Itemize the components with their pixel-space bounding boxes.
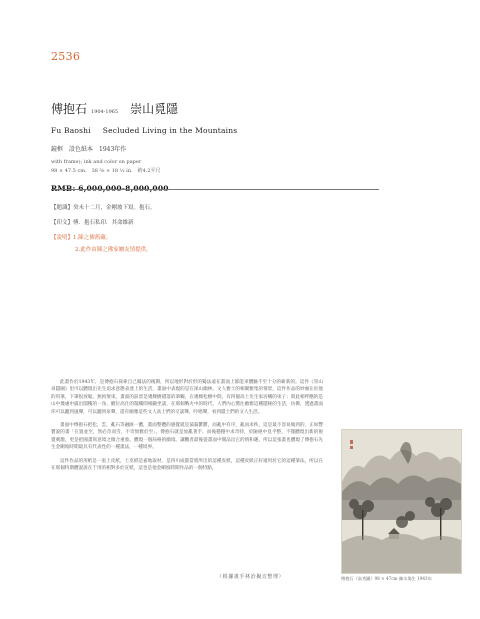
title-en: [51, 126, 381, 135]
landscape-painting-image: [342, 430, 461, 573]
essay-paragraph: 這件作品的用紙是一張土皮紙，土皮紙是嘉地取材，是四川成都當賣所出的這種皮紙，這種皮紙正好適用於它的這種筆法，所以在在那個特期體說說在于用的相對多於宣紙，這也是他金剛坡時期作品的一個特點。: [51, 458, 323, 472]
seals-note: 【印文】傅．抱石私印．其命維新: [51, 220, 134, 226]
lot-number: 2536: [51, 50, 81, 63]
estimate: RMB: 6,000,000-8,000,000: [51, 184, 169, 193]
essay-paragraph: 畫面中傅抱石把松，雲，亂石等融匯一體，畫面整體的感覺就是蓊蓊鬱鬱，而亂中有序，亂而求秩，這是最不容易做到的，正如豐寶說的畫「在置並至，然必奇而雪，不奇無雅於至」。傅抱石就是放亂著手，而後穩穩中求奇特，於險絕中見平整，不僅體現出新的視覺刺激，更是把國畫寫意境之微合重象。體現一個局格的幽境。讓觀者最後從畫面中開品出它的情和趣，所以這張畫也體現了傅抱石先生金剛坡時期最具有代表性的一種畫法，一種境界。: [51, 423, 323, 451]
reference-painting: [341, 429, 462, 574]
medium-cn: 鏡框 設色紙本 1943年作: [51, 146, 127, 153]
title-line: [51, 100, 381, 117]
painting-caption: 傅抱石《高秀圖》98 × 47cm 陳水塢生 1943年: [341, 576, 432, 581]
artist-years: 1904-1965: [91, 109, 119, 115]
divider: [51, 189, 379, 190]
artist-name-en: Fu Baoshi: [51, 126, 91, 135]
compiler-credit: （根據畫手林治擬音整理）: [217, 574, 285, 580]
medium-en: with frame); ink and color on paper: [51, 159, 142, 165]
dimensions: 98 × 47.5 cm. 38 ⁵⁄₈ × 18 ¹⁄₂ in. 約4.2平尺: [51, 168, 161, 174]
remark-note-sub: 2.此作由陳之佛家屬友情提供。: [75, 247, 152, 253]
title-block: [51, 100, 381, 193]
essay-paragraph: 此畫作於1943年，是傅抱石探索自己獨法的後期，所以地形對於形的獨法遠在畫面上都能來體驗不至十分的嶄新的。這件《崇山尋隱圖》里可以體現出先生追求意態表達上的生活，畫面中表現的是在深山幽林，文人雅士的相聚雅集的情景，這件作品的妙處在於他的用筆，下筆很放鬆，無拘無束，畫面的前景是幾棵樹錯落的筆觸，在幾棵松樹中間，有四個高士先生家居構的束子；與此相呼應的是山中幾處中露出闊樓的一角，縱位高仕的闊樓間相顯坐談，在那個戰火中的時代，人們內心嚮往幽雅這種隱秘的生活，仿佛，透過畫面你可以聽到風聲，可以聽到泉聲，還有幽雅這些文人高士們的交談聲，吟唱聲，看到隱士們的文人生活。: [51, 380, 323, 415]
essay: [51, 379, 323, 478]
notes-block: [51, 203, 381, 260]
artist-name-cn: 傅抱石: [51, 102, 88, 116]
remark-note: 【說明】1.陳之佛舊藏。: [51, 235, 112, 241]
work-title-cn: 崇山覓隱: [130, 102, 179, 116]
inscription-note: 【題識】癸未十二月，金剛坡下寫。抱石。: [51, 205, 156, 211]
work-title-en: Secluded Living in the Mountains: [102, 126, 238, 135]
